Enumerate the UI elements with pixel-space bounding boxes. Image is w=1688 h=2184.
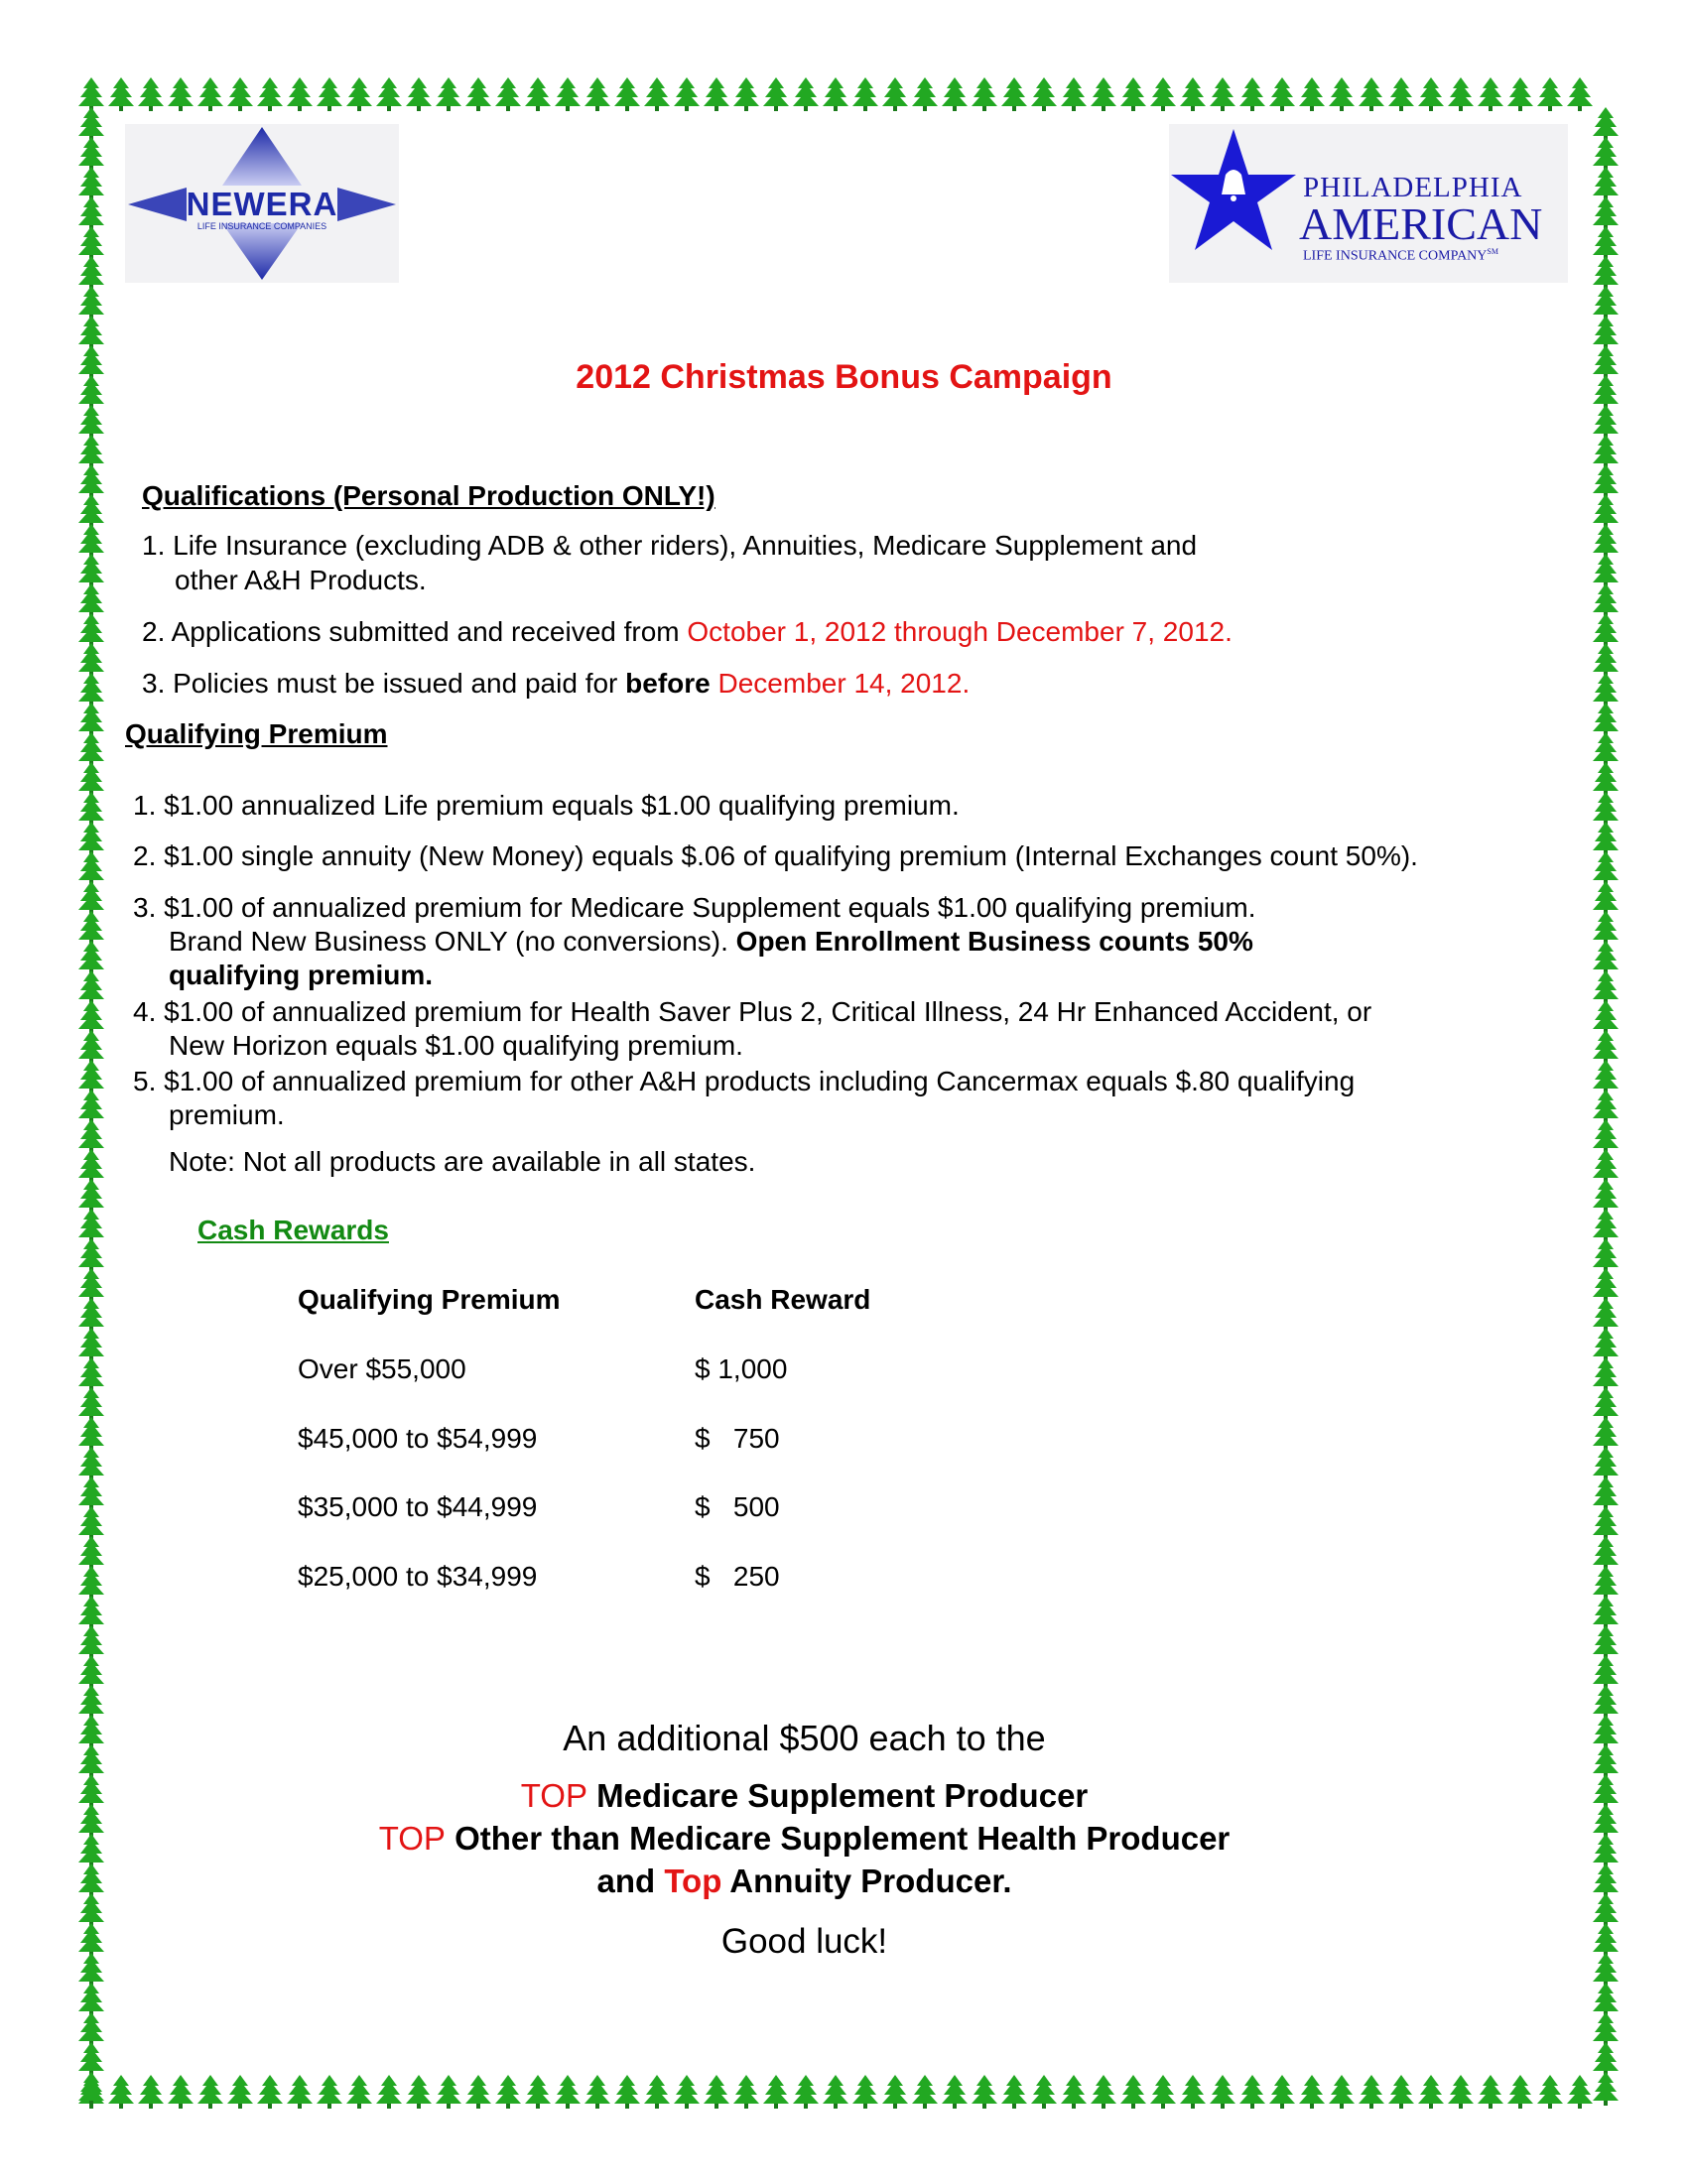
tree-icon [852, 77, 878, 111]
tree-icon [1239, 2075, 1265, 2109]
premium-item-3-normal: Brand New Business ONLY (no conversions). [169, 926, 736, 957]
qualification-item-2-text: 2. Applications submitted and received from [142, 616, 688, 647]
closing-line-4 [0, 1863, 1648, 1900]
tree-icon [78, 1536, 104, 1570]
rewards-row-3-premium: $35,000 to $44,999 [298, 1491, 538, 1522]
closing-line-2-text: Medicare Supplement Producer [586, 1777, 1089, 1814]
tree-icon [972, 77, 997, 111]
good-luck: Good luck! [720, 1922, 888, 1961]
tree-icon [78, 881, 104, 915]
tree-icon [78, 941, 104, 974]
tree-icon [1593, 286, 1619, 320]
tree-icon [78, 77, 104, 111]
tree-icon [1593, 1060, 1619, 1093]
tree-icon [78, 2072, 104, 2106]
tree-icon [465, 2075, 491, 2109]
tree-icon [78, 1477, 104, 1510]
tree-icon [614, 77, 640, 111]
premium-item-3: 3. $1.00 of annualized premium for Medicare Supplement equals $1.00 qualifying premium. [133, 892, 1256, 923]
tree-icon [257, 2075, 283, 2109]
tree-icon [1537, 77, 1563, 111]
tree-icon [1593, 226, 1619, 260]
tree-icon [882, 2075, 908, 2109]
logo-line-american: AMERICAN [1299, 198, 1543, 249]
rewards-row-3-reward: $ 500 [695, 1491, 780, 1522]
tree-icon [763, 77, 789, 111]
tree-icon [1593, 494, 1619, 528]
availability-note: Note: Not all products are available in all states. [169, 1146, 756, 1177]
tree-icon [197, 2075, 223, 2109]
tree-icon [78, 970, 104, 1004]
tree-icon [942, 2075, 968, 2109]
tree-icon [138, 77, 164, 111]
tree-icon [1593, 1566, 1619, 1600]
tree-icon [1593, 1119, 1619, 1153]
premium-item-4-cont: New Horizon equals $1.00 qualifying premium. [169, 1030, 743, 1061]
tree-icon [1329, 2075, 1355, 2109]
tree-icon [1593, 1506, 1619, 1540]
tree-icon [78, 286, 104, 320]
tree-icon [1593, 911, 1619, 945]
tree-icon [1593, 405, 1619, 439]
rewards-col-premium-header: Qualifying Premium [298, 1284, 561, 1315]
tree-icon [78, 1298, 104, 1332]
closing-line-2 [0, 1777, 1648, 1815]
tree-icon [78, 1030, 104, 1064]
tree-icon [495, 77, 521, 111]
tree-icon [1061, 2075, 1087, 2109]
premium-item-3-bold-cont: qualifying premium. [169, 960, 434, 990]
tree-icon [1593, 613, 1619, 647]
premium-item-5-cont: premium. [169, 1099, 285, 1130]
tree-icon [1507, 2075, 1533, 2109]
tree-icon [1593, 2072, 1619, 2106]
tree-icon [1593, 196, 1619, 230]
tree-icon [317, 77, 342, 111]
tree-icon [376, 2075, 402, 2109]
tree-icon [78, 524, 104, 558]
tree-icon [287, 77, 313, 111]
premium-item-2: 2. $1.00 single annuity (New Money) equals $.06 of qualifying premium (Internal Exchanges count 50%). [133, 840, 1418, 871]
tree-icon [1478, 2075, 1503, 2109]
tree-icon [1269, 77, 1295, 111]
tree-icon [1269, 2075, 1295, 2109]
tree-icon [78, 1000, 104, 1034]
tree-icon [1418, 2075, 1444, 2109]
qualifying-premium-heading: Qualifying Premium [125, 718, 388, 749]
tree-icon [227, 77, 253, 111]
tree-icon [406, 2075, 432, 2109]
tree-icon [1593, 1179, 1619, 1213]
tree-icon [78, 107, 104, 141]
tree-icon [1593, 1149, 1619, 1183]
tree-icon [793, 2075, 819, 2109]
tree-icon [78, 762, 104, 796]
tree-icon [1593, 1655, 1619, 1689]
tree-icon [1593, 1387, 1619, 1421]
tree-icon [1180, 77, 1206, 111]
tree-icon [1359, 77, 1384, 111]
tree-icon [78, 851, 104, 885]
tree-icon [78, 1357, 104, 1391]
tree-icon [168, 2075, 194, 2109]
tree-icon [78, 405, 104, 439]
tree-icon [1593, 1417, 1619, 1451]
tree-icon [78, 2012, 104, 2046]
tree-icon [78, 703, 104, 736]
tree-icon [1210, 2075, 1235, 2109]
philadelphia-american-logo [1169, 124, 1568, 283]
tree-icon [78, 494, 104, 528]
closing-line-4-pre: and [596, 1863, 665, 1899]
tree-icon [942, 77, 968, 111]
closing-line-4-text: Annuity Producer. [721, 1863, 1012, 1899]
tree-icon [78, 1596, 104, 1629]
tree-icon [78, 1060, 104, 1093]
tree-icon [1001, 2075, 1027, 2109]
tree-icon [78, 792, 104, 826]
tree-icon [584, 2075, 610, 2109]
tree-icon [1478, 77, 1503, 111]
tree-icon [1593, 1596, 1619, 1629]
tree-icon [1593, 1536, 1619, 1570]
tree-icon [1593, 970, 1619, 1004]
tree-icon [1593, 107, 1619, 141]
tree-icon [78, 1566, 104, 1600]
tree-icon [525, 77, 551, 111]
tree-icon [763, 2075, 789, 2109]
tree-icon [733, 2075, 759, 2109]
tree-icon [138, 2075, 164, 2109]
closing-line-1: An additional $500 each to the [563, 1718, 1046, 1758]
rewards-row-4-premium: $25,000 to $34,999 [298, 1561, 538, 1592]
tree-icon [674, 77, 700, 111]
tree-icon [78, 554, 104, 587]
tree-icon [1593, 1328, 1619, 1361]
tree-icon [1593, 1000, 1619, 1034]
tree-icon [78, 2042, 104, 2076]
tree-icon [78, 1328, 104, 1361]
cash-rewards-heading: Cash Rewards [197, 1215, 389, 1245]
tree-icon [78, 256, 104, 290]
tree-icon [882, 77, 908, 111]
tree-icon [1180, 2075, 1206, 2109]
tree-icon [555, 77, 581, 111]
tree-icon [78, 1983, 104, 2016]
tree-icon [1150, 77, 1176, 111]
tree-icon [1031, 77, 1057, 111]
tree-icon [78, 1268, 104, 1302]
tree-icon [78, 196, 104, 230]
rewards-row-1-reward: $ 1,000 [695, 1353, 788, 1384]
tree-icon [78, 643, 104, 677]
tree-icon [1359, 2075, 1384, 2109]
tree-icon [1593, 792, 1619, 826]
tree-icon [495, 2075, 521, 2109]
tree-icon [1593, 673, 1619, 707]
tree-icon [704, 2075, 729, 2109]
tree-icon [1239, 77, 1265, 111]
tree-icon [78, 226, 104, 260]
tree-icon [1120, 2075, 1146, 2109]
qualification-item-2-dates: October 1, 2012 through December 7, 2012. [687, 616, 1233, 647]
tree-icon [1567, 77, 1593, 111]
rewards-row-4-reward: $ 250 [695, 1561, 780, 1592]
tree-icon [852, 2075, 878, 2109]
closing-line-3-text: Other than Medicare Supplement Health Producer [445, 1820, 1231, 1857]
tree-icon [406, 77, 432, 111]
tree-icon [1001, 77, 1027, 111]
tree-icon [972, 2075, 997, 2109]
premium-item-5: 5. $1.00 of annualized premium for other A&H products including Cancermax equals $.80 qualifying [133, 1066, 1356, 1096]
tree-icon [823, 77, 848, 111]
rewards-row-1-premium: Over $55,000 [298, 1353, 466, 1384]
tree-icon [1593, 762, 1619, 796]
tree-icon [1593, 1209, 1619, 1242]
tree-icon [584, 77, 610, 111]
tree-icon [1593, 851, 1619, 885]
tree-icon [376, 77, 402, 111]
tree-icon [674, 2075, 700, 2109]
tree-icon [1593, 732, 1619, 766]
tree-icon [1593, 1030, 1619, 1064]
tree-icon [78, 137, 104, 171]
tree-icon [1507, 77, 1533, 111]
premium-item-3-bold: Open Enrollment Business counts 50% [735, 926, 1253, 957]
newera-subtitle: LIFE INSURANCE COMPANIES [196, 221, 327, 231]
tree-icon [614, 2075, 640, 2109]
newera-logo [125, 124, 399, 283]
tree-icon [108, 2075, 134, 2109]
tree-icon [78, 613, 104, 647]
tree-icon [227, 2075, 253, 2109]
tree-icon [1593, 1477, 1619, 1510]
tree-icon [1418, 77, 1444, 111]
tree-icon [1593, 167, 1619, 200]
tree-icon [436, 2075, 461, 2109]
tree-icon [346, 2075, 372, 2109]
tree-icon [1593, 643, 1619, 677]
tree-icon [1150, 2075, 1176, 2109]
star-bell-icon [1169, 127, 1298, 256]
page-title: 2012 Christmas Bonus Campaign [576, 358, 1112, 396]
tree-icon [78, 435, 104, 468]
tree-icon [78, 822, 104, 855]
tree-icon [1593, 435, 1619, 468]
tree-icon [1593, 256, 1619, 290]
tree-icon [704, 77, 729, 111]
tree-icon [168, 77, 194, 111]
tree-icon [1593, 1447, 1619, 1480]
tree-icon [78, 1625, 104, 1659]
newera-word: NEWERA [186, 186, 338, 222]
tree-icon [346, 77, 372, 111]
tree-icon [1388, 2075, 1414, 2109]
tree-icon [78, 1447, 104, 1480]
tree-icon [1031, 2075, 1057, 2109]
tree-icon [1593, 137, 1619, 171]
tree-icon [1593, 1625, 1619, 1659]
tree-icon [78, 1655, 104, 1689]
tree-icon [1448, 77, 1474, 111]
tree-icon [78, 2075, 104, 2109]
tree-icon [436, 77, 461, 111]
qualification-item-3-text: 3. Policies must be issued and paid for [142, 668, 626, 699]
closing-top-1: TOP [520, 1777, 587, 1814]
tree-icon [1593, 1357, 1619, 1391]
tree-icon [1593, 554, 1619, 587]
tree-icon [733, 77, 759, 111]
tree-icon [823, 2075, 848, 2109]
tree-icon [1091, 77, 1116, 111]
tree-icon [1593, 1685, 1619, 1719]
closing-top-2: TOP [378, 1820, 446, 1857]
qualification-item-3 [142, 667, 970, 701]
tree-icon [793, 77, 819, 111]
premium-item-1: 1. $1.00 annualized Life premium equals $1.00 qualifying premium. [133, 790, 960, 821]
tree-icon [1388, 77, 1414, 111]
rewards-row-2-premium: $45,000 to $54,999 [298, 1423, 538, 1454]
tree-icon [1091, 2075, 1116, 2109]
tree-icon [317, 2075, 342, 2109]
tree-icon [78, 732, 104, 766]
tree-icon [1448, 2075, 1474, 2109]
tree-icon [257, 77, 283, 111]
tree-icon [1593, 524, 1619, 558]
tree-icon [1593, 1238, 1619, 1272]
tree-icon [912, 77, 938, 111]
rewards-col-reward-header: Cash Reward [695, 1284, 871, 1315]
tree-icon [78, 1238, 104, 1272]
tree-icon [1593, 1298, 1619, 1332]
tree-icon [78, 583, 104, 617]
tree-icon [1329, 77, 1355, 111]
qualification-item-2 [142, 615, 1233, 649]
tree-icon [1299, 77, 1325, 111]
tree-icon [644, 2075, 670, 2109]
tree-icon [287, 2075, 313, 2109]
rewards-row-2-reward: $ 750 [695, 1423, 780, 1454]
tree-icon [78, 464, 104, 498]
logo-line-company [1303, 247, 1498, 265]
tree-icon [78, 1506, 104, 1540]
tree-icon [1299, 2075, 1325, 2109]
tree-icon [78, 316, 104, 349]
tree-icon [1593, 822, 1619, 855]
tree-icon [465, 77, 491, 111]
premium-item-3-cont [169, 925, 1253, 959]
tree-icon [78, 167, 104, 200]
newera-wordmark [185, 186, 339, 231]
qualification-item-1: 1. Life Insurance (excluding ADB & other riders), Annuities, Medicare Supplement and [142, 530, 1198, 561]
premium-item-4: 4. $1.00 of annualized premium for Health Saver Plus 2, Critical Illness, 24 Hr Enhanced Accident, or [133, 996, 1372, 1027]
tree-icon [78, 673, 104, 707]
tree-icon [1593, 583, 1619, 617]
tree-icon [912, 2075, 938, 2109]
tree-icon [78, 1149, 104, 1183]
tree-icon [1593, 941, 1619, 974]
tree-icon [78, 1685, 104, 1719]
tree-icon [1593, 2012, 1619, 2046]
tree-icon [1593, 1268, 1619, 1302]
tree-icon [78, 1209, 104, 1242]
tree-icon [78, 911, 104, 945]
tree-icon [1593, 1090, 1619, 1123]
tree-icon [1593, 881, 1619, 915]
tree-icon [78, 1090, 104, 1123]
tree-icon [1593, 464, 1619, 498]
tree-icon [1593, 703, 1619, 736]
tree-icon [78, 1119, 104, 1153]
tree-icon [555, 2075, 581, 2109]
tree-icon [78, 1179, 104, 1213]
tree-icon [108, 77, 134, 111]
closing-top-3: Top [664, 1863, 722, 1899]
tree-icon [644, 77, 670, 111]
tree-icon [525, 2075, 551, 2109]
tree-icon [1593, 316, 1619, 349]
tree-icon [1210, 77, 1235, 111]
qualification-item-3-date: December 14, 2012. [710, 668, 971, 699]
logo-company-name: LIFE INSURANCE COMPANY [1303, 248, 1488, 264]
qualification-item-1-cont: other A&H Products. [175, 565, 427, 595]
qualification-item-3-before: before [625, 668, 711, 699]
tree-icon [197, 77, 223, 111]
tree-icon [1120, 77, 1146, 111]
logo-line-philadelphia: PHILADELPHIA [1303, 172, 1523, 203]
tree-icon [1593, 1983, 1619, 2016]
qualifications-heading: Qualifications (Personal Production ONLY!) [142, 480, 715, 511]
tree-icon [1567, 2075, 1593, 2109]
tree-icon [1593, 2042, 1619, 2076]
tree-icon [78, 1417, 104, 1451]
tree-icon [1537, 2075, 1563, 2109]
closing-line-3 [0, 1820, 1648, 1858]
tree-icon [78, 1387, 104, 1421]
logo-service-mark: SM [1487, 247, 1498, 256]
tree-icon [1061, 77, 1087, 111]
